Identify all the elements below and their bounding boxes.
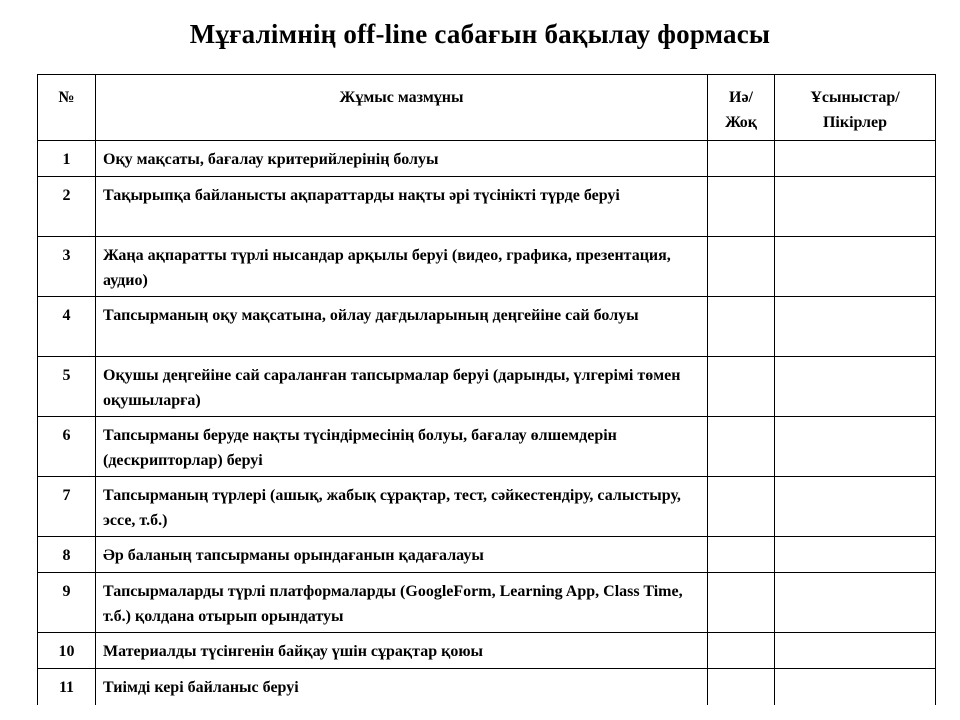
row-number: 8 xyxy=(38,537,96,573)
suggestions-cell[interactable] xyxy=(775,573,936,633)
header-number: № xyxy=(38,75,96,141)
yes-no-cell[interactable] xyxy=(708,237,775,297)
page-title: Мұғалімнің off-line сабағын бақылау формасы xyxy=(189,19,771,49)
row-content: Жаңа ақпаратты түрлі нысандар арқылы беруі (видео, графика, презентация, аудио) xyxy=(96,237,708,297)
row-number: 6 xyxy=(38,417,96,477)
row-content: Тапсырманың оқу мақсатына, ойлау дағдыларының деңгейіне сай болуы xyxy=(96,297,708,357)
suggestions-cell[interactable] xyxy=(775,417,936,477)
yes-no-cell[interactable] xyxy=(708,633,775,669)
suggestions-cell[interactable] xyxy=(775,237,936,297)
observation-form-table xyxy=(37,74,936,705)
table-row xyxy=(38,537,936,573)
suggestions-cell[interactable] xyxy=(775,669,936,705)
row-content: Материалды түсінгенін байқау үшін сұрақтар қоюы xyxy=(96,633,708,669)
row-number: 7 xyxy=(38,477,96,537)
yes-no-cell[interactable] xyxy=(708,417,775,477)
row-content: Тапсырманың түрлері (ашық, жабық сұрақтар, тест, сәйкестендіру, салыстыру, эссе, т.б.) xyxy=(96,477,708,537)
table-row xyxy=(38,633,936,669)
table-row xyxy=(38,477,936,537)
yes-no-cell[interactable] xyxy=(708,357,775,417)
yes-no-cell[interactable] xyxy=(708,537,775,573)
table-header-row xyxy=(38,75,936,141)
header-yes-no: Иә/ Жоқ xyxy=(708,75,775,141)
table-row xyxy=(38,669,936,705)
row-number: 4 xyxy=(38,297,96,357)
row-number: 3 xyxy=(38,237,96,297)
table-row xyxy=(38,357,936,417)
row-content: Тапсырманы беруде нақты түсіндірмесінің болуы, бағалау өлшемдерін (дескрипторлар) беруі xyxy=(96,417,708,477)
row-content: Әр баланың тапсырманы орындағанын қадағалауы xyxy=(96,537,708,573)
row-number: 5 xyxy=(38,357,96,417)
yes-no-cell[interactable] xyxy=(708,177,775,237)
row-number: 2 xyxy=(38,177,96,237)
table-row xyxy=(38,297,936,357)
row-content: Тақырыпқа байланысты ақпараттарды нақты әрі түсінікті түрде беруі xyxy=(96,177,708,237)
row-number: 9 xyxy=(38,573,96,633)
yes-no-cell[interactable] xyxy=(708,141,775,177)
suggestions-cell[interactable] xyxy=(775,477,936,537)
table-row xyxy=(38,177,936,237)
row-number: 10 xyxy=(38,633,96,669)
header-suggestions: Ұсыныстар/ Пікірлер xyxy=(775,75,936,141)
table-row xyxy=(38,573,936,633)
table-row xyxy=(38,237,936,297)
table-row xyxy=(38,417,936,477)
suggestions-cell[interactable] xyxy=(775,633,936,669)
yes-no-cell[interactable] xyxy=(708,297,775,357)
suggestions-cell[interactable] xyxy=(775,141,936,177)
suggestions-cell[interactable] xyxy=(775,177,936,237)
row-content: Оқушы деңгейіне сай сараланған тапсырмалар беруі (дарынды, үлгерімі төмен оқушыларға) xyxy=(96,357,708,417)
row-content: Оқу мақсаты, бағалау критерийлерінің болуы xyxy=(96,141,708,177)
yes-no-cell[interactable] xyxy=(708,573,775,633)
row-content: Тиімді кері байланыс беруі xyxy=(96,669,708,705)
suggestions-cell[interactable] xyxy=(775,537,936,573)
suggestions-cell[interactable] xyxy=(775,297,936,357)
table-row xyxy=(38,141,936,177)
row-number: 1 xyxy=(38,141,96,177)
yes-no-cell[interactable] xyxy=(708,669,775,705)
suggestions-cell[interactable] xyxy=(775,357,936,417)
header-content: Жұмыс мазмұны xyxy=(96,75,708,141)
row-number: 11 xyxy=(38,669,96,705)
yes-no-cell[interactable] xyxy=(708,477,775,537)
row-content: Тапсырмаларды түрлі платформаларды (GoogleForm, Learning App, Class Time, т.б.) қолдана отырып орындатуы xyxy=(96,573,708,633)
